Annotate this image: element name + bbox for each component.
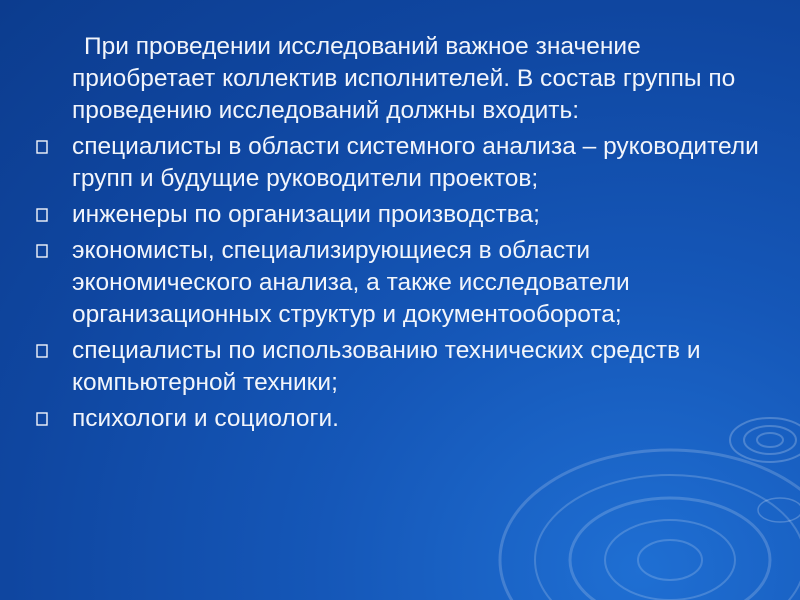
hollow-square-bullet-icon <box>36 344 48 358</box>
bullet-item <box>36 403 766 435</box>
bullet-text: специалисты в области системного анализа – руководители групп и будущие руководители проектов; <box>72 133 759 192</box>
hollow-square-bullet-icon <box>36 208 48 222</box>
bullet-item <box>36 335 766 399</box>
bullet-list <box>36 131 766 435</box>
bullet-text: психологи и социологи. <box>72 405 339 432</box>
bullet-text: инженеры по организации производства; <box>72 201 540 228</box>
bullet-text: экономисты, специализирующиеся в области экономического анализа, а также исследователи организационных структур и документооборота; <box>72 237 630 328</box>
bullet-item <box>36 199 766 231</box>
hollow-square-bullet-icon <box>36 412 48 426</box>
bullet-item <box>36 235 766 331</box>
bullet-item <box>36 131 766 195</box>
intro-paragraph: При проведении исследований важное значение приобретает коллектив исполнителей. В состав группы по проведению исследований должны входить: <box>72 33 736 124</box>
bullet-text: специалисты по использованию технических средств и компьютерной техники; <box>72 337 701 396</box>
hollow-square-bullet-icon <box>36 244 48 258</box>
hollow-square-bullet-icon <box>36 140 48 154</box>
slide-body <box>36 31 766 439</box>
